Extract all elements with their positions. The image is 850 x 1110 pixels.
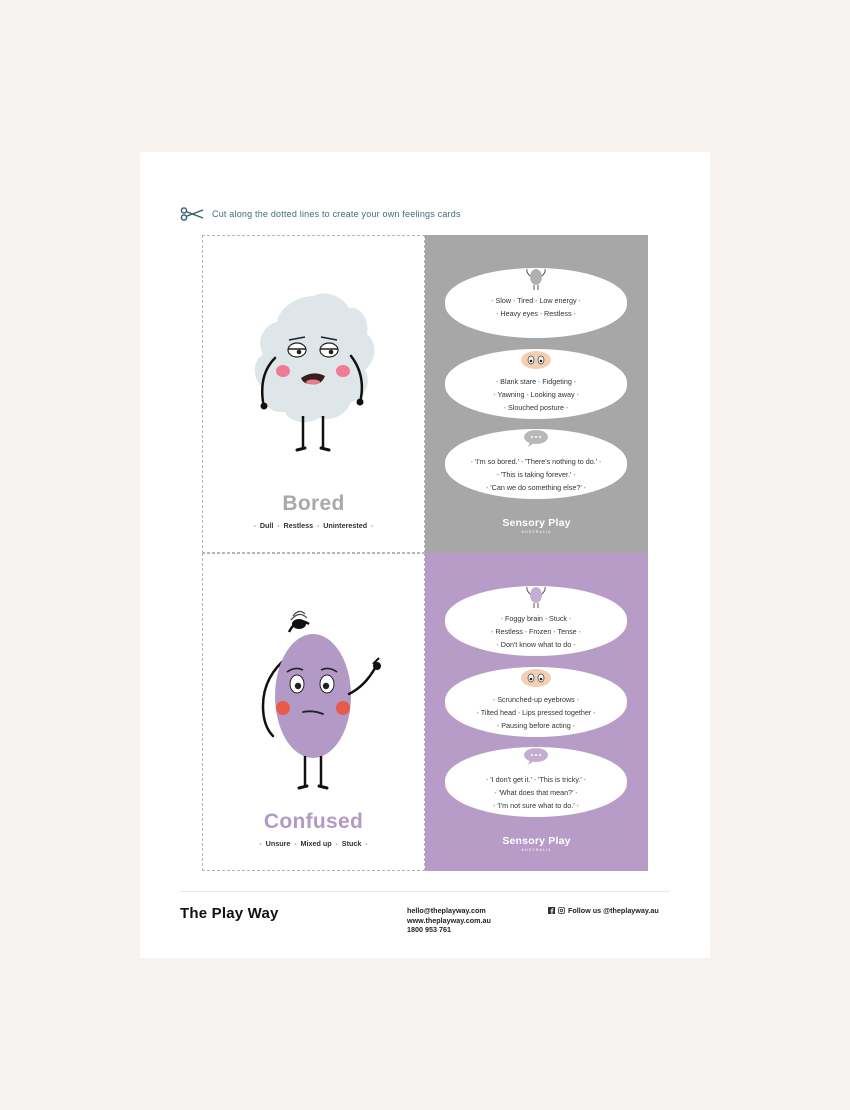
speech-signs-bubble: • 'I don't get it.' • 'This is tricky.' • • 'What does that mean?' • • 'I'm not sure what to do.' • (445, 747, 627, 817)
card-back-confused (425, 553, 648, 871)
synonym: Stuck (341, 839, 362, 848)
feeling-synonyms: • Unsure • Mixed up • Stuck • (259, 839, 368, 848)
sign: Fidgeting (542, 377, 572, 386)
brand-name: Sensory Play (502, 517, 571, 529)
sign: Tilted head (480, 708, 517, 717)
synonym: Uninterested (323, 521, 368, 530)
card-front-bored (202, 235, 425, 553)
body-icon (521, 584, 551, 610)
sign: Restless (495, 627, 523, 636)
face-signs-bubble: • Blank stare • Fidgeting • • Yawning • Looking away • • Slouched posture • (445, 349, 627, 419)
brand-sub: AUSTRALIA (521, 848, 552, 852)
sign: 'There's nothing to do.' (525, 457, 598, 466)
synonym: Mixed up (300, 839, 332, 848)
body-signs-bubble: • Slow • Tired • Low energy • • Heavy eyes • Restless • (445, 268, 627, 338)
email-link[interactable]: hello@theplayway.com (407, 906, 486, 915)
sign: Scrunched-up eyebrows (497, 695, 575, 704)
body-icon (521, 266, 551, 292)
website-link[interactable]: www.theplayway.com.au (407, 915, 491, 925)
sign: 'I don't get it.' (490, 775, 532, 784)
sign: Frozen (529, 627, 552, 636)
card-front-confused (202, 553, 425, 871)
sign: Lips pressed together (522, 708, 592, 717)
brand-logo (425, 835, 648, 852)
sign: Yawning (497, 390, 525, 399)
speech-signs-bubble: • 'I'm so bored.' • 'There's nothing to do.' • • 'This is taking forever.' • • 'Can we do something else?' • (445, 429, 627, 499)
body-signs-bubble: • Foggy brain • Stuck • • Restless • Frozen • Tense • • Don't know what to do • (445, 586, 627, 656)
face-signs-bubble: • Scrunched-up eyebrows • • Tilted head • Lips pressed together • • Pausing before acting • (445, 667, 627, 737)
sign: 'What does that mean?' (498, 788, 574, 797)
sign: 'This is taking forever.' (500, 470, 572, 479)
synonym: Restless (283, 521, 314, 530)
feeling-title: Bored (282, 492, 345, 515)
card-grid (202, 235, 648, 871)
footer-divider (180, 891, 670, 892)
sign: Low energy (539, 296, 577, 305)
synonym: Dull (259, 521, 274, 530)
sign: 'Can we do something else?' (490, 483, 582, 492)
scissors-icon (180, 207, 204, 221)
instagram-icon (558, 907, 565, 914)
sign: Tired (517, 296, 534, 305)
cut-instruction (180, 204, 461, 224)
sign: Don't know what to do (500, 640, 572, 649)
feeling-synonyms: • Dull • Restless • Uninterested • (253, 521, 374, 530)
synonym: Unsure (265, 839, 291, 848)
phone-number: 1800 953 761 (407, 925, 451, 934)
sign: 'I'm not sure what to do.' (497, 801, 575, 810)
sign: Tense (557, 627, 577, 636)
sign: Looking away (530, 390, 575, 399)
speech-icon (521, 427, 551, 449)
social-handle: Follow us @theplayway.au (568, 906, 659, 915)
speech-icon (521, 745, 551, 767)
contact-info (407, 906, 491, 935)
sign: Foggy brain (504, 614, 543, 623)
sign: Pausing before acting (501, 721, 571, 730)
sign: Blank stare (500, 377, 537, 386)
brand-logo (425, 517, 648, 534)
sign: 'I'm so bored.' (474, 457, 519, 466)
confused-character-illustration (233, 596, 393, 796)
sign: Stuck (549, 614, 568, 623)
face-icon (519, 347, 553, 371)
sign: Heavy eyes (500, 309, 538, 318)
brand-sub: AUSTRALIA (521, 530, 552, 534)
cut-instruction-text: Cut along the dotted lines to create your own feelings cards (212, 209, 461, 219)
feeling-title: Confused (263, 810, 364, 833)
bored-character-illustration (233, 278, 393, 478)
the-play-way-logo: The Play Way (180, 905, 279, 922)
social-follow[interactable] (548, 906, 659, 915)
sign: 'This is tricky.' (538, 775, 582, 784)
sign: Restless (544, 309, 572, 318)
brand-name: Sensory Play (502, 835, 571, 847)
sign: Slouched posture (508, 403, 564, 412)
face-icon (519, 665, 553, 689)
facebook-icon (548, 907, 555, 914)
card-back-bored (425, 235, 648, 553)
sign: Slow (495, 296, 512, 305)
feelings-card-sheet (140, 152, 710, 958)
